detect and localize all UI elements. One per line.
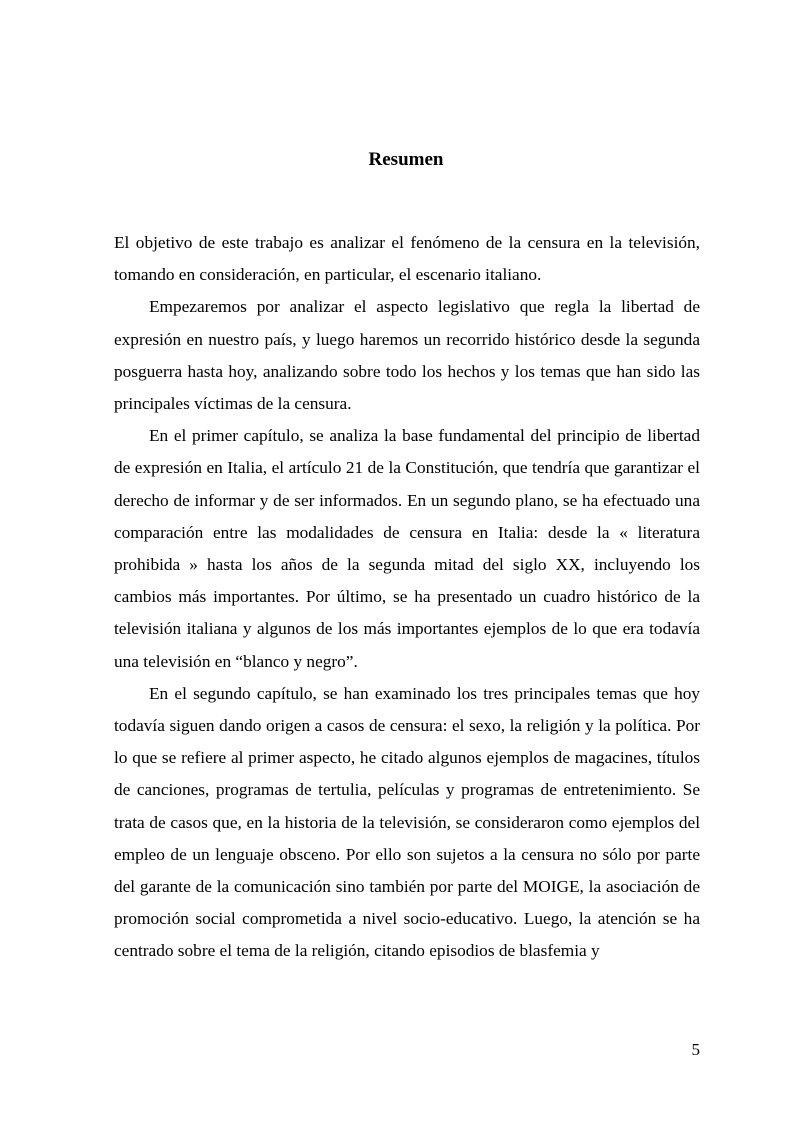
paragraph-chapter-two: En el segundo capítulo, se han examinado los tres principales temas que hoy todavía siguen dando origen a casos de censura: el sexo, la religión y la política. Por lo que se refiere al primer aspecto, he citado algunos ejemplos de magacines, títulos de canciones, programas de tertulia, películas y programas de entretenimiento. Se trata de casos que, en la historia de la televisión, se consideraron como ejemplos del empleo de un lenguaje obsceno. Por ello son sujetos a la censura no sólo por parte del garante de la comunicación sino también por parte del MOIGE, la asociación de promoción social comprometida a nivel socio-educativo. Luego, la atención se ha centrado sobre el tema de la religión, citando episodios de blasfemia y	[114, 683, 700, 961]
body-text	[114, 227, 700, 968]
paragraph-chapter-one: En el primer capítulo, se analiza la base fundamental del principio de libertad de expresión en Italia, el artículo 21 de la Constitución, que tendría que garantizar el derecho de informar y de ser informados. En un segundo plano, se ha efectuado una comparación entre las modalidades de censura en Italia: desde la « literatura prohibida » hasta los años de la segunda mitad del siglo XX, incluyendo los cambios más importantes. Por último, se ha presentado un cuadro histórico de la televisión italiana y algunos de los más importantes ejemplos de lo que era todavía una televisión en “blanco y negro”.	[114, 426, 700, 671]
page-number: 5	[691, 1040, 700, 1059]
page-title: Resumen	[368, 149, 444, 170]
paragraph-method: Empezaremos por analizar el aspecto legislativo que regla la libertad de expresión en nuestro país, y luego haremos un recorrido histórico desde la segunda posguerra hasta hoy, analizando sobre todo los hechos y los temas que han sido las principales víctimas de la censura.	[114, 297, 700, 414]
paragraph-intro: El objetivo de este trabajo es analizar el fenómeno de la censura en la televisión, tomando en consideración, en particular, el escenario italiano.	[114, 233, 700, 285]
